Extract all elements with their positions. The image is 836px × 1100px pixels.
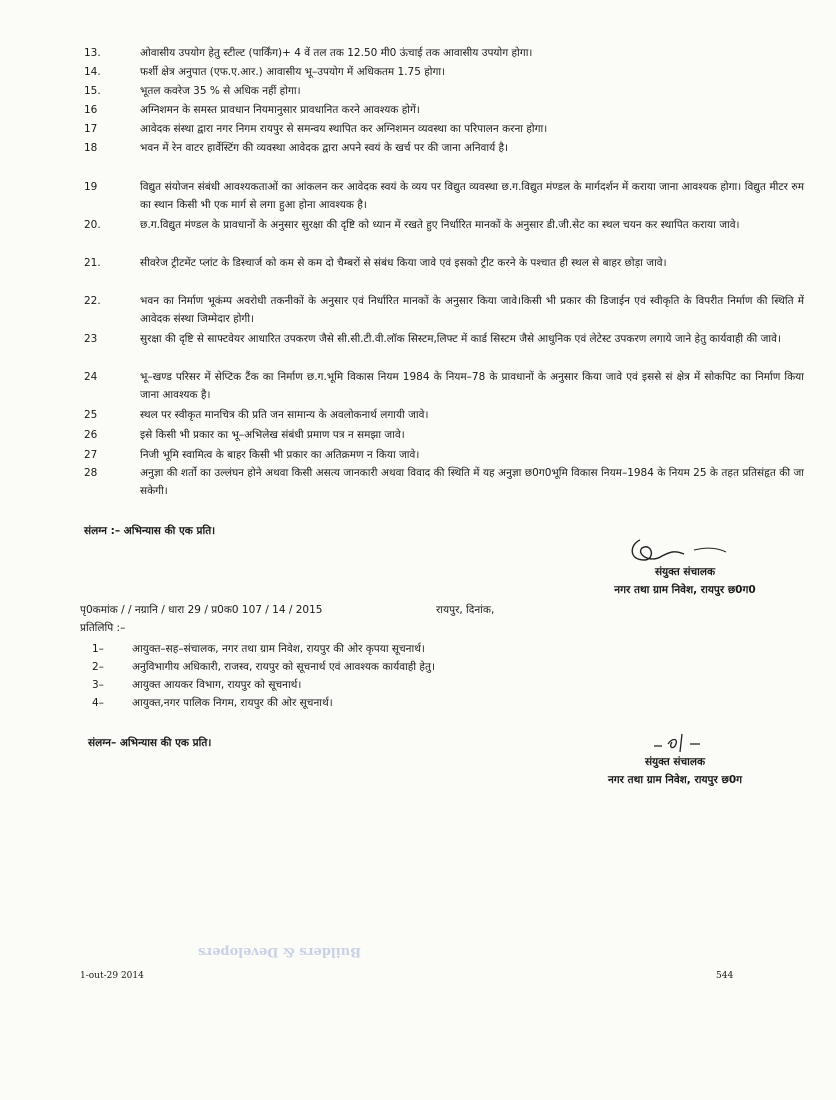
condition-number: 28 xyxy=(84,467,98,479)
condition-number: 16 xyxy=(84,104,98,116)
condition-number: 27 xyxy=(84,449,98,461)
condition-number: 14. xyxy=(84,66,101,78)
condition-item xyxy=(84,120,804,138)
signature-block-2 xyxy=(570,753,780,789)
condition-item xyxy=(84,139,804,157)
signature-block-1 xyxy=(560,563,810,599)
condition-item xyxy=(84,446,804,464)
condition-number: 23 xyxy=(84,333,98,345)
copy-number: 2– xyxy=(92,661,104,673)
copy-number: 3– xyxy=(92,679,104,691)
condition-number: 24 xyxy=(84,371,98,383)
copy-text: आयुक्त–सह–संचालक, नगर तथा ग्राम निवेश, रायपुर की ओर कृपया सूचनार्थ। xyxy=(132,643,425,655)
condition-number: 13. xyxy=(84,47,101,59)
condition-item xyxy=(84,101,804,119)
enclosure-note-2: संलग्न– अभिन्यास की एक प्रति। xyxy=(88,737,212,749)
footer-left: 1-out-29 2014 xyxy=(80,971,144,981)
copy-item xyxy=(92,658,435,676)
condition-number: 18 xyxy=(84,142,98,154)
condition-number: 26 xyxy=(84,429,98,441)
copy-text: आयुक्त,नगर पालिक निगम, रायपुर की ओर सूचनार्थ। xyxy=(132,697,333,709)
copy-item xyxy=(92,676,301,694)
condition-number: 21. xyxy=(84,257,101,269)
condition-text: भू–खण्ड परिसर में सेप्टिक टैंक का निर्माण छ.ग.भूमि विकास नियम 1984 के नियम–78 के प्रावधानों के अनुसार किया जावे एवं इससे सं क्षेत्र में सोकपिट का निर्माण किया जाना आवश्यक है। xyxy=(140,371,804,401)
condition-text: छ.ग.विद्युत मंण्डल के प्रावधानों के अनुसार सुरक्षा की दृष्टि को ध्यान में रखते हुए निर्धारित मानकों के अनुसार डी.जी.सेट का स्थल चयन कर स्थापित कराया जावे। xyxy=(140,219,740,231)
footer-page-number: 544 xyxy=(716,971,734,981)
signature-2-office: नगर तथा ग्राम निवेश, रायपुर छ0ग xyxy=(607,774,743,786)
signature-2-title: संयुक्त संचालक xyxy=(644,756,706,768)
copy-text: आयुक्त आयकर विभाग, रायपुर को सूचनार्थ। xyxy=(132,679,302,691)
condition-text: ओवासीय उपयोग हेतु स्टील्ट (पार्किंग)+ 4 वें तल तक 12.50 मी0 ऊंचाई तक आवासीय उपयोग होगा। xyxy=(140,47,533,59)
condition-item xyxy=(84,292,804,328)
condition-number: 17 xyxy=(84,123,98,135)
condition-number: 19 xyxy=(84,181,98,193)
condition-item xyxy=(84,178,804,214)
condition-text: विद्युत संयोजन संबंधी आवश्यकताओं का आंकलन कर आवेदक स्वयं के व्यय पर विद्युत व्यवस्था छ.ग.विद्युत मंण्डल के मार्गदर्शन में कराया जाना आवश्यक होगा। विद्युत मीटर रुम का स्थान किसी भी एक मार्ग से लगा हुआ होना आवश्यक है। xyxy=(140,181,804,211)
copy-item xyxy=(92,640,425,658)
condition-text: सुरक्षा की दृष्टि से साफ्टवेयर आधारित उपकरण जैसे सी.सी.टी.वी.लॉक सिस्टम,लिफ्ट में कार्ड सिस्टम जैसे आधुनिक एवं लेटेस्ट उपकरण लगाये जाने हेतु कार्यवाही की जावे। xyxy=(140,333,781,345)
enclosure-note-1: संलग्न :– अभिन्यास की एक प्रति। xyxy=(84,525,216,537)
condition-item xyxy=(84,44,804,62)
signature-1-title: संयुक्त संचालक xyxy=(654,566,716,578)
condition-number: 25 xyxy=(84,409,98,421)
reference-number: पृ0कमांक / / नग्रानि / धारा 29 / प्र0क0 107 / 14 / 2015 xyxy=(80,604,323,616)
condition-text: फर्शी क्षेत्र अनुपात (एफ.ए.आर.) आवासीय भू–उपयोग में अधिकतम 1.75 होगा। xyxy=(140,66,446,78)
condition-item xyxy=(84,82,804,100)
condition-item xyxy=(84,330,804,348)
condition-text: भूतल कवरेज 35 % से अधिक नहीं होगा। xyxy=(140,85,301,97)
condition-item xyxy=(84,426,804,444)
condition-text: भवन का निर्माण भूकंम्प अवरोधी तकनीकों के अनुसार एवं निर्धारित मानकों के अनुसार किया जावे।किसी भी प्रकार की डिजाईन एवं स्वीकृति के विपरीत निर्माण की स्थिति में आवेदक संस्था जिम्मेदार होगी। xyxy=(140,295,804,325)
condition-item xyxy=(84,254,804,272)
condition-number: 22. xyxy=(84,295,101,307)
condition-item xyxy=(84,63,804,81)
condition-item xyxy=(84,464,804,500)
condition-number: 20. xyxy=(84,219,101,231)
condition-text: अनुज्ञा की शर्तो का उल्लंघन होने अथवा किसी असत्य जानकारी अथवा विवाद की स्थिति में यह अनुज्ञा छ0ग0भूमि विकास नियम–1984 के नियम 25 के तहत प्रतिसंहृत की जा सकेगी। xyxy=(140,467,804,497)
condition-text: भवन में रेन वाटर हार्वेस्टिंग की व्यवस्था आवेदक द्वारा अपने स्वयं के खर्च पर की जाना अनिवार्य है। xyxy=(140,142,509,154)
condition-item xyxy=(84,406,804,424)
condition-number: 15. xyxy=(84,85,101,97)
condition-text: आवेदक संस्था द्वारा नगर निगम रायपुर से समन्वय स्थापित कर अग्निशमन व्यवस्था का परिपालन करना होगा। xyxy=(140,123,548,135)
condition-text: स्थल पर स्वीकृत मानचित्र की प्रति जन सामान्य के अवलोकनार्थ लगायी जावे। xyxy=(140,409,429,421)
place-date: रायपुर, दिनांक, xyxy=(436,604,495,616)
copy-item xyxy=(92,694,333,712)
signature-1-office: नगर तथा ग्राम निवेश, रायपुर छ0ग0 xyxy=(614,584,756,596)
condition-item xyxy=(84,216,804,234)
copy-text: अनुविभागीय अधिकारी, राजस्व, रायपुर को सूचनार्थ एवं आवश्यक कार्यवाही हेतु। xyxy=(132,661,435,673)
copy-number: 1– xyxy=(92,643,104,655)
copy-label: प्रतिलिपि :– xyxy=(80,622,126,634)
condition-item xyxy=(84,368,804,404)
condition-text: निजी भूमि स्वामित्व के बाहर किसी भी प्रकार का अतिक्रमण न किया जावे। xyxy=(140,449,420,461)
condition-text: इसे किसी भी प्रकार का भू–अभिलेख संबंधी प्रमाण पत्र न समझा जावे। xyxy=(140,429,405,441)
condition-text: सीवरेज ट्रीटमेंट प्लांट के डिस्चार्ज को कम से कम दो चैम्बरों से संबंध किया जावे एवं इसको ट्रीट करने के पश्चात ही स्थल से बाहर छोड़ा जावे। xyxy=(140,257,667,269)
condition-text: अग्निशमन के समस्त प्रावधान नियमानुसार प्रावधानित करने आवश्यक होगें। xyxy=(140,104,420,116)
faint-stamp-watermark: Builders & Developers xyxy=(198,944,362,959)
copy-number: 4– xyxy=(92,697,104,709)
